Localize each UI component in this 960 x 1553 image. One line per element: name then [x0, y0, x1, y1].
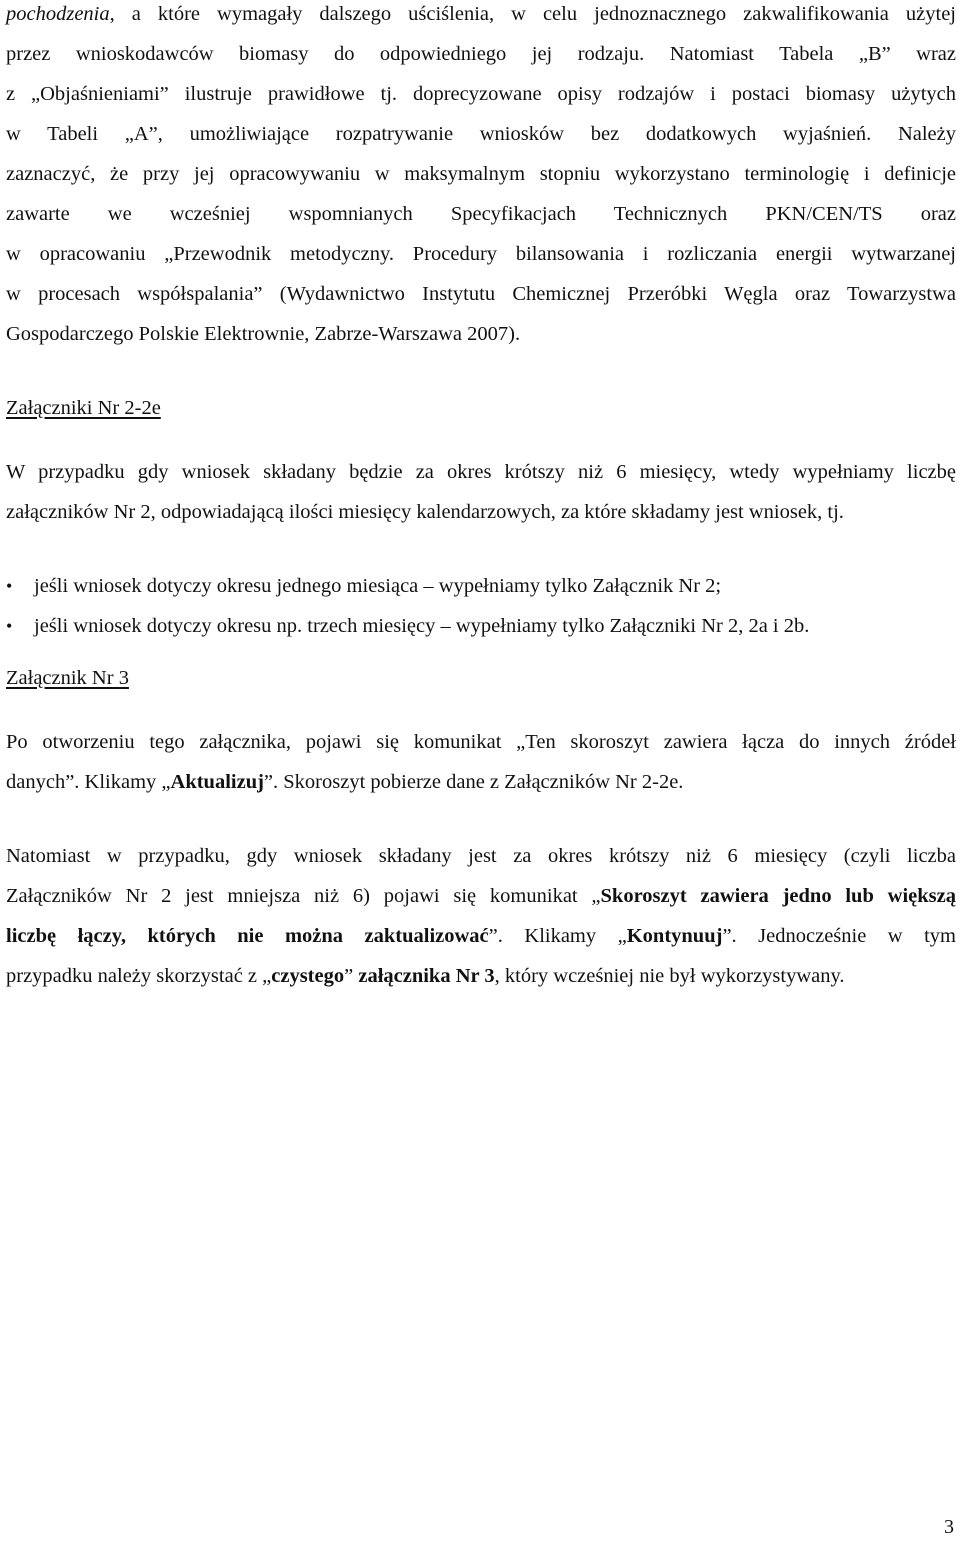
paragraph-line: Natomiast w przypadku, gdy wniosek składany jest za okres krótszy niż 6 miesięcy (czyli liczba	[6, 845, 956, 867]
text-run: ”. Jednocześnie w tym	[722, 925, 956, 947]
section-heading-attachment-3: Załącznik Nr 3	[6, 667, 129, 689]
list-item	[6, 606, 956, 646]
text-run: przypadku należy skorzystać z „	[6, 965, 272, 987]
bold-term: czystego	[271, 965, 345, 987]
paragraph-line	[6, 0, 956, 34]
list-item	[6, 566, 956, 606]
paragraph-line: w procesach współspalania” (Wydawnictwo Instytutu Chemicznej Przeróbki Węgla oraz Towarzystwa	[6, 283, 956, 305]
list-item-text: jeśli wniosek dotyczy okresu np. trzech miesięcy – wypełniamy tylko Załączniki Nr 2, 2a i 2b.	[34, 615, 810, 637]
paragraph-line: zaznaczyć, że przy jej opracowywaniu w maksymalnym stopniu wykorzystano terminologię i definicje	[6, 163, 956, 185]
paragraph-line	[6, 956, 956, 996]
bullet-icon: •	[6, 576, 13, 596]
italic-term: pochodzenia	[6, 3, 110, 25]
document-page	[6, 0, 956, 996]
bold-term: Aktualizuj	[170, 771, 264, 793]
paragraph-line: w opracowaniu „Przewodnik metodyczny. Procedury bilansowania i rozliczania energii wytwarzanej	[6, 243, 956, 265]
paragraph-line: Gospodarczego Polskie Elektrownie, Zabrze-Warszawa 2007).	[6, 323, 521, 345]
paragraph-line: w Tabeli „A”, umożliwiające rozpatrywanie wniosków bez dodatkowych wyjaśnień. Należy	[6, 123, 956, 145]
text-run: ”. Skoroszyt pobierze dane z Załączników Nr 2-2e.	[263, 771, 684, 793]
text-run: ”. Klikamy „	[488, 925, 627, 947]
paragraph-line: z „Objaśnieniami” ilustruje prawidłowe tj. doprecyzowane opisy rodzajów i postaci biomasy użytych	[6, 83, 956, 105]
paragraph-biomass-tables	[6, 0, 956, 354]
paragraph-line: załączników Nr 2, odpowiadającą ilości miesięcy kalendarzowych, za które składamy jest wniosek, tj.	[6, 501, 844, 523]
text-run: Załączników Nr 2 jest mniejsza niż 6) pojawi się komunikat „	[6, 885, 601, 907]
paragraph-line: Po otworzeniu tego załącznika, pojawi się komunikat „Ten skoroszyt zawiera łącza do innych źródeł	[6, 731, 956, 753]
text-run: ”	[344, 965, 359, 987]
section-heading-attachments-2-2e: Załączniki Nr 2-2e	[6, 397, 161, 419]
text-run: , a które wymagały dalszego uściślenia, w celu jednoznacznego zakwalifikowania użytej	[109, 3, 956, 25]
bold-term: Skoroszyt zawiera jedno lub większą	[600, 885, 956, 907]
paragraph-line	[6, 762, 956, 802]
paragraph-line: zawarte we wcześniej wspomnianych Specyfikacjach Technicznych PKN/CEN/TS oraz	[6, 203, 956, 225]
paragraph-line	[6, 916, 956, 956]
paragraph-attachment-3-continue	[6, 836, 956, 996]
paragraph-line	[6, 876, 956, 916]
bold-term: Kontynuuj	[626, 925, 723, 947]
paragraph-attachment-3-update	[6, 722, 956, 802]
paragraph-line: W przypadku gdy wniosek składany będzie za okres krótszy niż 6 miesięcy, wtedy wypełniamy liczbę	[6, 461, 956, 483]
bullet-list	[6, 566, 956, 646]
text-run: , który wcześniej nie był wykorzystywany.	[494, 965, 845, 987]
paragraph-line: przez wnioskodawców biomasy do odpowiedniego jej rodzaju. Natomiast Tabela „B” wraz	[6, 43, 956, 65]
page-number: 3	[944, 1516, 954, 1538]
text-run: danych”. Klikamy „	[6, 771, 171, 793]
bold-term: załącznika Nr 3	[358, 965, 495, 987]
bold-term: liczbę łączy, których nie można zaktualizować	[6, 925, 489, 947]
list-item-text: jeśli wniosek dotyczy okresu jednego miesiąca – wypełniamy tylko Załącznik Nr 2;	[34, 575, 722, 597]
paragraph-attachments-2	[6, 452, 956, 532]
bullet-icon: •	[6, 616, 13, 636]
